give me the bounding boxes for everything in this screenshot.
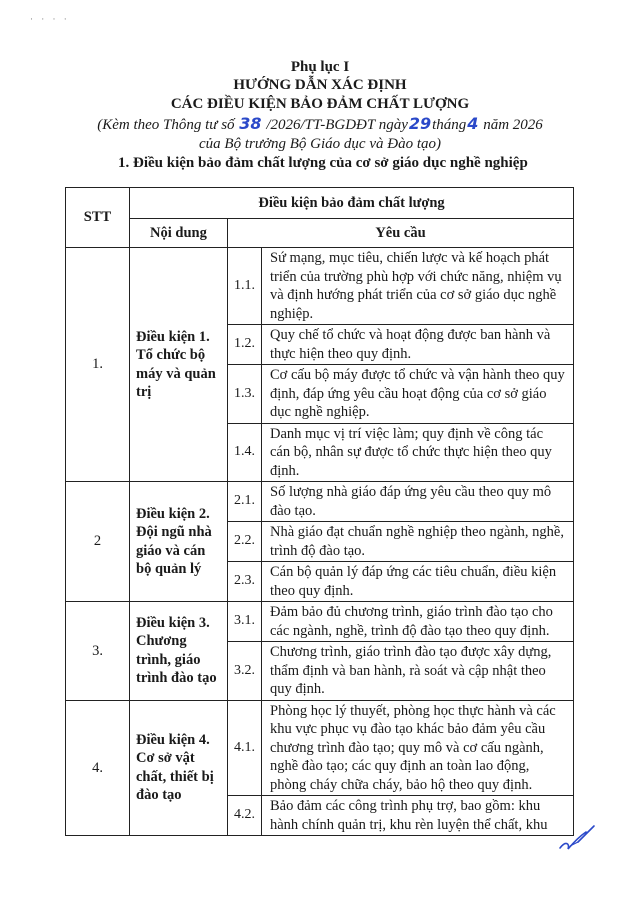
group-name: Điều kiện 4. Cơ sở vật chất, thiết bị đào tạo xyxy=(130,700,228,836)
table-row xyxy=(66,248,574,325)
item-text: Quy chế tổ chức và hoạt động được ban hành và thực hiện theo quy định. xyxy=(262,325,574,365)
table-row xyxy=(66,700,574,796)
appendix-label: Phụ lục I xyxy=(290,59,350,75)
item-text: Cán bộ quản lý đáp ứng các tiêu chuẩn, điều kiện theo quy định. xyxy=(262,562,574,602)
document-header xyxy=(0,58,640,154)
item-code: 3.1. xyxy=(228,602,262,642)
initial-signature-icon xyxy=(556,822,600,856)
group-stt: 1. xyxy=(66,248,130,482)
ref-code: /2026/TT-BGDĐT ngày xyxy=(262,117,408,133)
item-text: Đảm bảo đủ chương trình, giáo trình đào tạo cho các ngành, nghề, trình độ đào tạo theo quy định. xyxy=(262,602,574,642)
item-code: 4.1. xyxy=(228,700,262,796)
handwritten-day: 29 xyxy=(408,114,432,133)
reference-line-1 xyxy=(0,114,640,135)
item-code: 3.2. xyxy=(228,642,262,701)
group-stt: 3. xyxy=(66,602,130,701)
item-code: 1.3. xyxy=(228,365,262,424)
item-text: Nhà giáo đạt chuẩn nghề nghiệp theo ngành, nghề, trình độ đào tạo. xyxy=(262,522,574,562)
ref-prefix: (Kèm theo Thông tư số xyxy=(97,117,239,133)
item-text: Bảo đảm các công trình phụ trợ, bao gồm: khu hành chính quản trị, khu rèn luyện thể chất, khu xyxy=(262,796,574,836)
item-code: 1.2. xyxy=(228,325,262,365)
item-code: 2.1. xyxy=(228,482,262,522)
group-stt: 2 xyxy=(66,482,130,602)
handwritten-number: 38 xyxy=(239,114,262,133)
item-code: 1.1. xyxy=(228,248,262,325)
scan-noise: · · · · xyxy=(30,14,70,24)
ref-month-word: tháng xyxy=(432,117,467,133)
header-content: Nội dung xyxy=(130,219,228,248)
item-text: Danh mục vị trí việc làm; quy định về công tác cán bộ, nhân sự được tổ chức thực hiện theo quy định. xyxy=(262,423,574,482)
item-code: 1.4. xyxy=(228,423,262,482)
group-name: Điều kiện 1. Tổ chức bộ máy và quản trị xyxy=(130,248,228,482)
item-text: Cơ cấu bộ máy được tổ chức và vận hành theo quy định, đáp ứng yêu cầu hoạt động của cơ sở giáo dục nghề nghiệp. xyxy=(262,365,574,424)
header-group: Điều kiện bảo đảm chất lượng xyxy=(130,188,574,219)
item-text: Phòng học lý thuyết, phòng học thực hành và các khu vực phục vụ đào tạo khác bảo đảm yêu cầu chương trình đào tạo; quy mô và cơ cấu ngành, nghề đào tạo; các quy định an toàn lao động, phòng cháy chữa cháy, bảo hộ theo quy định. xyxy=(262,700,574,796)
group-name: Điều kiện 2. Đội ngũ nhà giáo và cán bộ quản lý xyxy=(130,482,228,602)
item-text: Chương trình, giáo trình đào tạo được xây dựng, thẩm định và ban hành, rà soát và cập nhật theo quy định. xyxy=(262,642,574,701)
ref-year: năm 2026 xyxy=(479,117,543,133)
item-code: 4.2. xyxy=(228,796,262,836)
title-line-2: CÁC ĐIỀU KIỆN BẢO ĐẢM CHẤT LƯỢNG xyxy=(170,96,470,112)
header-stt: STT xyxy=(66,188,130,248)
table-row xyxy=(66,602,574,642)
item-text: Sứ mạng, mục tiêu, chiến lược và kế hoạch phát triển của trường phù hợp với chức năng, nhiệm vụ và định hướng phát triển của cơ sở giáo dục nghề nghiệp. xyxy=(262,248,574,325)
title-line-1: HƯỚNG DẪN XÁC ĐỊNH xyxy=(233,77,407,93)
reference-line-2: của Bộ trưởng Bộ Giáo dục và Đào tạo) xyxy=(199,136,441,152)
item-code: 2.3. xyxy=(228,562,262,602)
section-title: 1. Điều kiện bảo đảm chất lượng của cơ sở giáo dục nghề nghiệp xyxy=(118,155,528,171)
quality-conditions-table xyxy=(65,187,574,836)
group-name: Điều kiện 3. Chương trình, giáo trình đào tạo xyxy=(130,602,228,701)
item-code: 2.2. xyxy=(228,522,262,562)
header-requirement: Yêu cầu xyxy=(228,219,574,248)
group-stt: 4. xyxy=(66,700,130,836)
table-row xyxy=(66,482,574,522)
handwritten-month: 4 xyxy=(467,114,479,133)
item-text: Số lượng nhà giáo đáp ứng yêu cầu theo quy mô đào tạo. xyxy=(262,482,574,522)
